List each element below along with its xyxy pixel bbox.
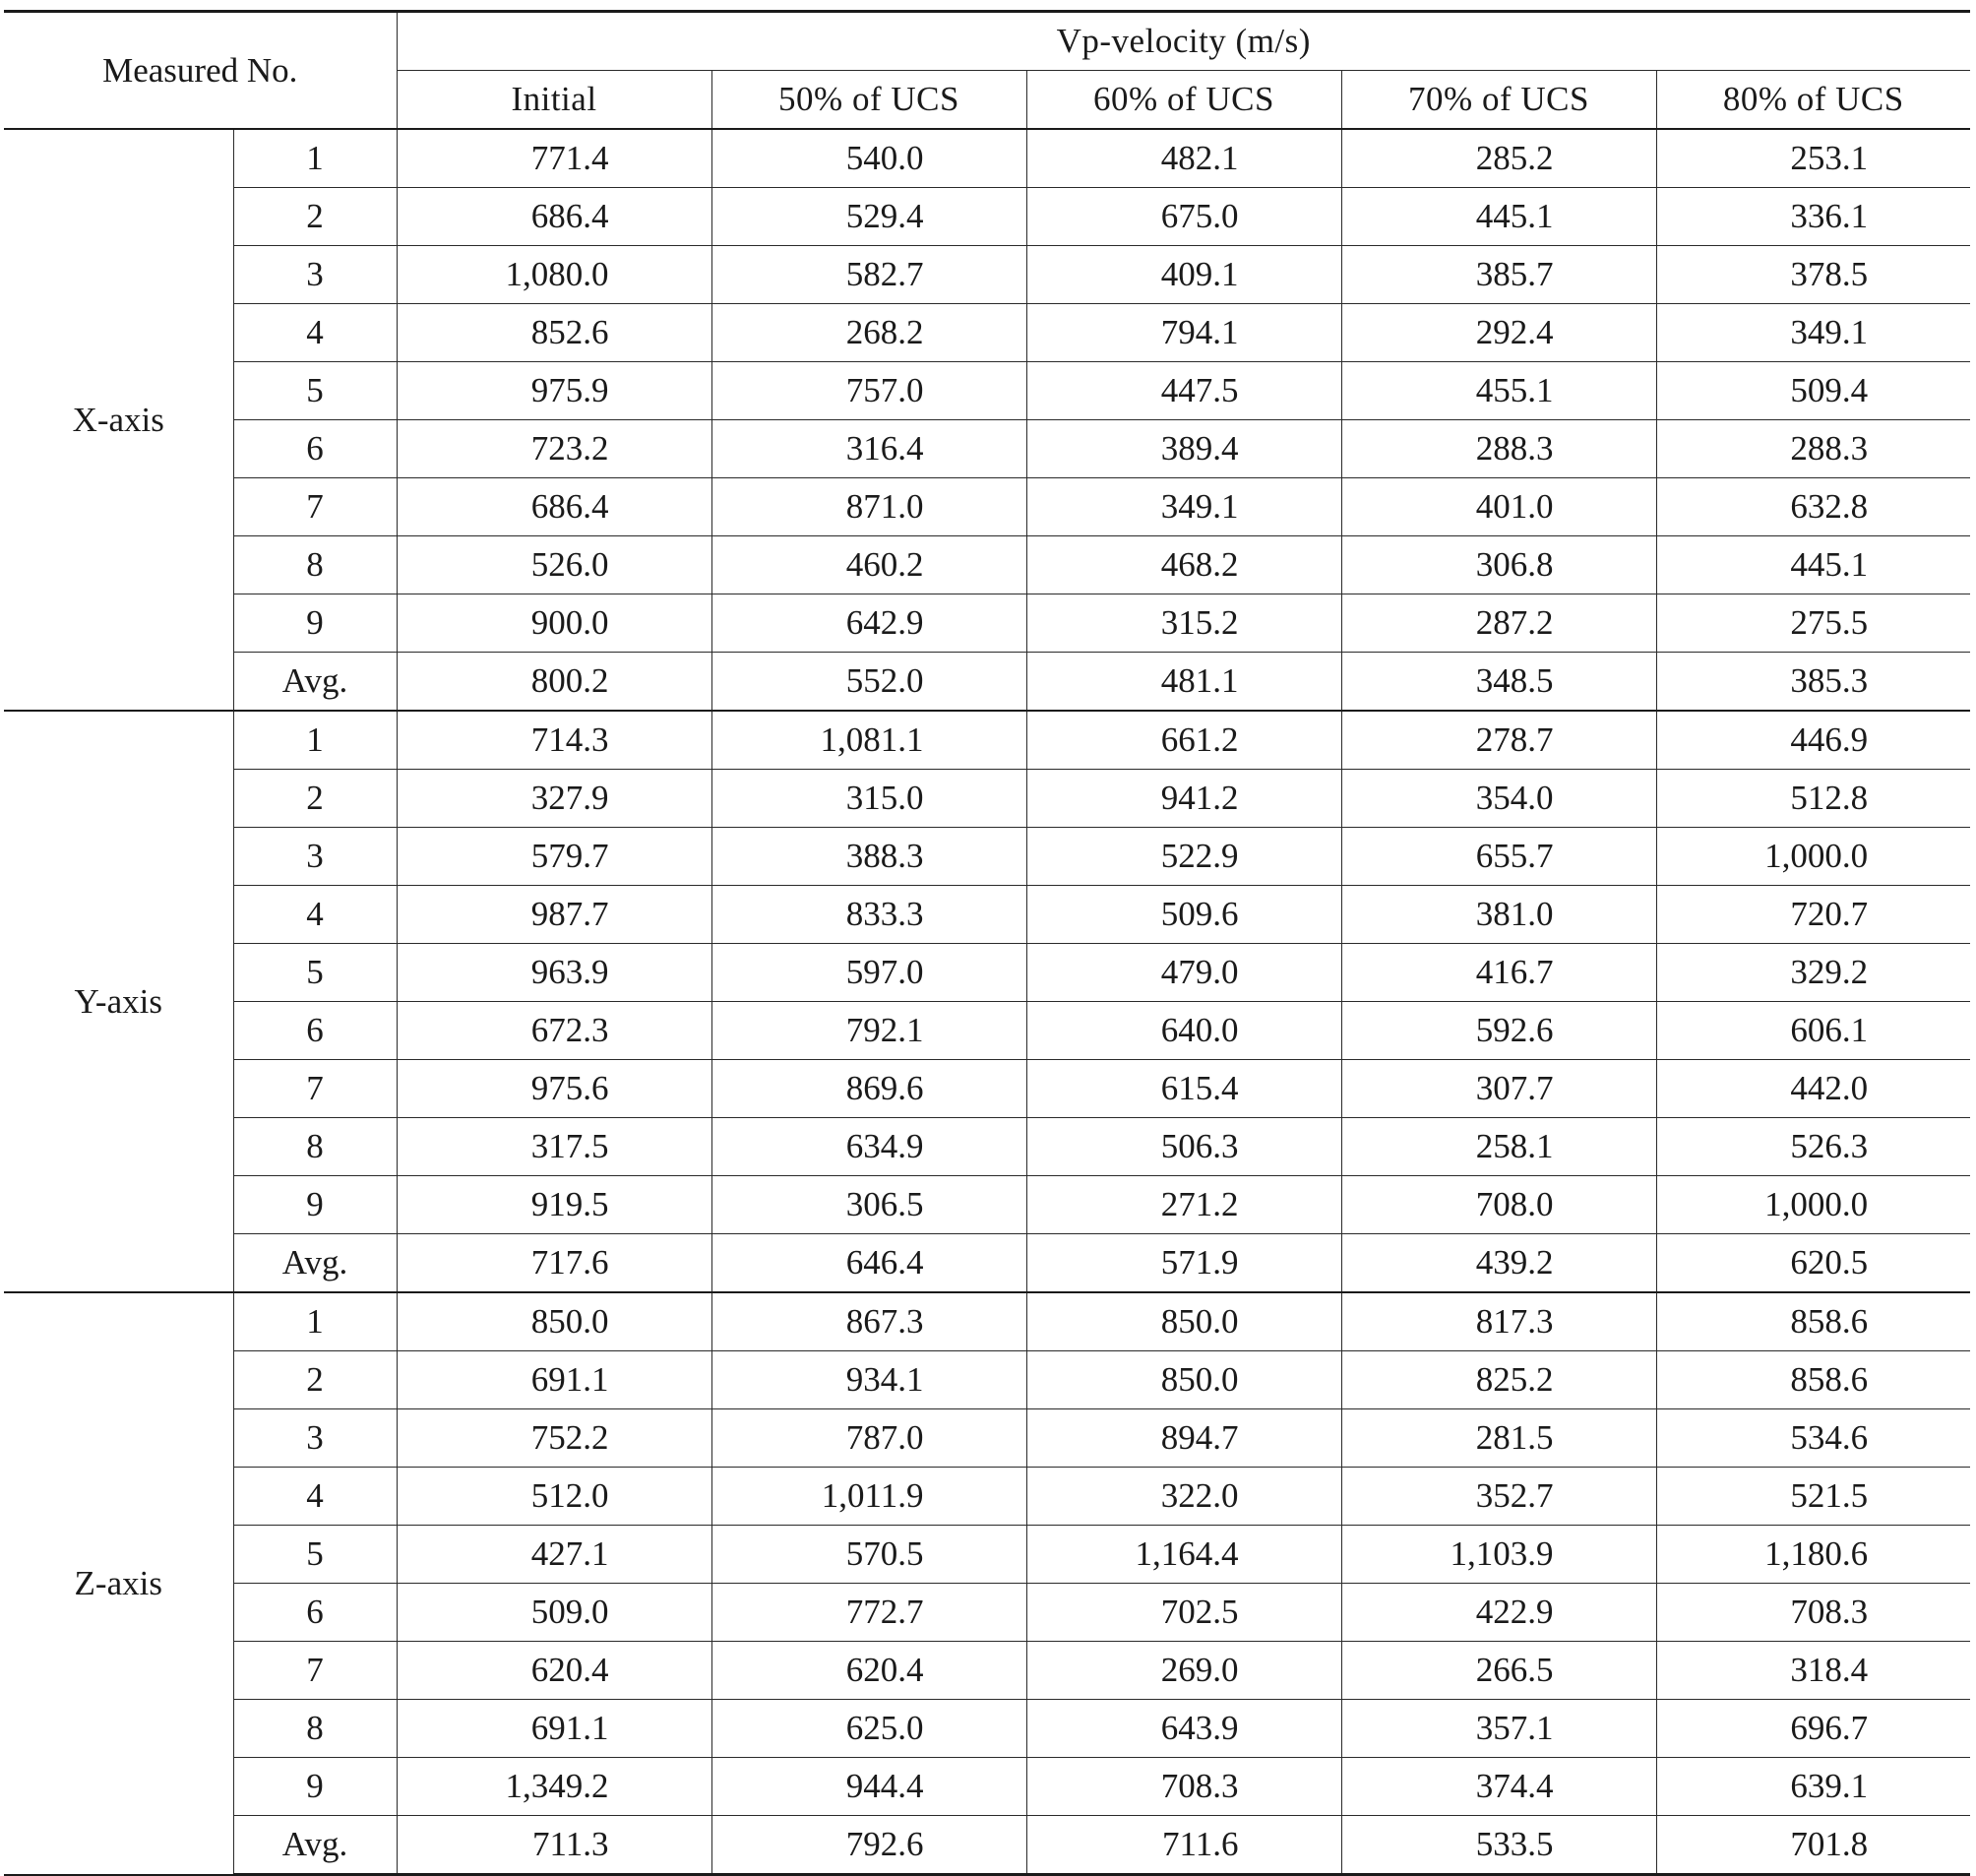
value-cell-50-ucs: 315.0 xyxy=(711,770,1026,828)
value-cell-70-ucs: 374.4 xyxy=(1341,1758,1656,1816)
table-row xyxy=(4,1526,1970,1584)
value-cell-70-ucs: 266.5 xyxy=(1341,1642,1656,1700)
table-row xyxy=(4,188,1970,246)
table-row xyxy=(4,1176,1970,1234)
measured-no-cell: 6 xyxy=(233,420,397,478)
value-cell-60-ucs: 702.5 xyxy=(1026,1584,1341,1642)
table-row xyxy=(4,1351,1970,1409)
value-cell-50-ucs: 625.0 xyxy=(711,1700,1026,1758)
value-cell-60-ucs: 468.2 xyxy=(1026,536,1341,594)
value-cell-80-ucs: 521.5 xyxy=(1656,1468,1970,1526)
table-row xyxy=(4,420,1970,478)
table-row xyxy=(4,478,1970,536)
value-cell-60-ucs: 615.4 xyxy=(1026,1060,1341,1118)
measured-no-cell: 2 xyxy=(233,188,397,246)
value-cell-initial: 963.9 xyxy=(397,944,711,1002)
value-cell-80-ucs: 336.1 xyxy=(1656,188,1970,246)
value-cell-initial: 800.2 xyxy=(397,653,711,712)
measured-no-cell: 3 xyxy=(233,1409,397,1468)
value-cell-80-ucs: 526.3 xyxy=(1656,1118,1970,1176)
value-cell-70-ucs: 258.1 xyxy=(1341,1118,1656,1176)
value-cell-70-ucs: 825.2 xyxy=(1341,1351,1656,1409)
table-row xyxy=(4,828,1970,886)
value-cell-50-ucs: 833.3 xyxy=(711,886,1026,944)
measured-no-cell: 6 xyxy=(233,1002,397,1060)
table-row xyxy=(4,1060,1970,1118)
value-cell-50-ucs: 306.5 xyxy=(711,1176,1026,1234)
value-cell-70-ucs: 422.9 xyxy=(1341,1584,1656,1642)
measured-no-cell: 4 xyxy=(233,304,397,362)
table-row xyxy=(4,770,1970,828)
value-cell-60-ucs: 409.1 xyxy=(1026,246,1341,304)
value-cell-60-ucs: 850.0 xyxy=(1026,1351,1341,1409)
value-cell-70-ucs: 307.7 xyxy=(1341,1060,1656,1118)
value-cell-60-ucs: 794.1 xyxy=(1026,304,1341,362)
measured-no-cell: 4 xyxy=(233,1468,397,1526)
value-cell-50-ucs: 570.5 xyxy=(711,1526,1026,1584)
value-cell-80-ucs: 318.4 xyxy=(1656,1642,1970,1700)
measured-no-cell: 7 xyxy=(233,1060,397,1118)
measured-no-cell: 9 xyxy=(233,1176,397,1234)
column-header-50-ucs: 50% of UCS xyxy=(711,71,1026,130)
value-cell-60-ucs: 271.2 xyxy=(1026,1176,1341,1234)
value-cell-70-ucs: 708.0 xyxy=(1341,1176,1656,1234)
value-cell-60-ucs: 571.9 xyxy=(1026,1234,1341,1293)
measured-no-cell: 6 xyxy=(233,1584,397,1642)
value-cell-80-ucs: 275.5 xyxy=(1656,594,1970,653)
value-cell-50-ucs: 867.3 xyxy=(711,1292,1026,1351)
value-cell-50-ucs: 642.9 xyxy=(711,594,1026,653)
value-cell-initial: 752.2 xyxy=(397,1409,711,1468)
measured-no-cell: 8 xyxy=(233,536,397,594)
value-cell-60-ucs: 482.1 xyxy=(1026,129,1341,188)
value-cell-60-ucs: 389.4 xyxy=(1026,420,1341,478)
value-cell-50-ucs: 871.0 xyxy=(711,478,1026,536)
value-cell-50-ucs: 597.0 xyxy=(711,944,1026,1002)
value-cell-80-ucs: 253.1 xyxy=(1656,129,1970,188)
value-cell-initial: 975.6 xyxy=(397,1060,711,1118)
value-cell-initial: 1,080.0 xyxy=(397,246,711,304)
value-cell-initial: 711.3 xyxy=(397,1816,711,1875)
value-cell-50-ucs: 460.2 xyxy=(711,536,1026,594)
measured-no-cell: 7 xyxy=(233,478,397,536)
table-row xyxy=(4,711,1970,770)
value-cell-50-ucs: 582.7 xyxy=(711,246,1026,304)
value-cell-60-ucs: 349.1 xyxy=(1026,478,1341,536)
value-cell-50-ucs: 772.7 xyxy=(711,1584,1026,1642)
value-cell-80-ucs: 329.2 xyxy=(1656,944,1970,1002)
value-cell-70-ucs: 455.1 xyxy=(1341,362,1656,420)
value-cell-initial: 672.3 xyxy=(397,1002,711,1060)
measured-no-cell: Avg. xyxy=(233,1816,397,1875)
value-cell-initial: 919.5 xyxy=(397,1176,711,1234)
measured-no-cell: 8 xyxy=(233,1118,397,1176)
value-cell-initial: 691.1 xyxy=(397,1700,711,1758)
value-cell-70-ucs: 306.8 xyxy=(1341,536,1656,594)
value-cell-70-ucs: 357.1 xyxy=(1341,1700,1656,1758)
value-cell-initial: 512.0 xyxy=(397,1468,711,1526)
value-cell-80-ucs: 385.3 xyxy=(1656,653,1970,712)
measured-no-cell: 4 xyxy=(233,886,397,944)
value-cell-initial: 714.3 xyxy=(397,711,711,770)
table-row xyxy=(4,594,1970,653)
measured-no-cell: 2 xyxy=(233,770,397,828)
value-cell-70-ucs: 292.4 xyxy=(1341,304,1656,362)
measured-no-cell: 9 xyxy=(233,1758,397,1816)
table-row xyxy=(4,1002,1970,1060)
value-cell-80-ucs: 445.1 xyxy=(1656,536,1970,594)
table-row xyxy=(4,1700,1970,1758)
value-cell-70-ucs: 655.7 xyxy=(1341,828,1656,886)
value-cell-60-ucs: 640.0 xyxy=(1026,1002,1341,1060)
value-cell-initial: 317.5 xyxy=(397,1118,711,1176)
table-row xyxy=(4,653,1970,712)
table-row xyxy=(4,362,1970,420)
value-cell-60-ucs: 1,164.4 xyxy=(1026,1526,1341,1584)
value-cell-50-ucs: 757.0 xyxy=(711,362,1026,420)
table-body xyxy=(4,129,1970,1875)
value-cell-50-ucs: 540.0 xyxy=(711,129,1026,188)
value-cell-50-ucs: 268.2 xyxy=(711,304,1026,362)
value-cell-50-ucs: 792.6 xyxy=(711,1816,1026,1875)
table-row xyxy=(4,1409,1970,1468)
vp-velocity-table xyxy=(4,10,1970,1876)
measured-no-cell: 1 xyxy=(233,129,397,188)
value-cell-initial: 771.4 xyxy=(397,129,711,188)
value-cell-70-ucs: 354.0 xyxy=(1341,770,1656,828)
value-cell-70-ucs: 401.0 xyxy=(1341,478,1656,536)
table-row xyxy=(4,1468,1970,1526)
value-cell-initial: 717.6 xyxy=(397,1234,711,1293)
value-cell-60-ucs: 675.0 xyxy=(1026,188,1341,246)
value-cell-70-ucs: 817.3 xyxy=(1341,1292,1656,1351)
value-cell-80-ucs: 696.7 xyxy=(1656,1700,1970,1758)
table-header xyxy=(4,12,1970,130)
table-row xyxy=(4,886,1970,944)
value-cell-50-ucs: 934.1 xyxy=(711,1351,1026,1409)
table-row xyxy=(4,1816,1970,1875)
value-cell-60-ucs: 269.0 xyxy=(1026,1642,1341,1700)
value-cell-60-ucs: 447.5 xyxy=(1026,362,1341,420)
value-cell-80-ucs: 1,180.6 xyxy=(1656,1526,1970,1584)
value-cell-70-ucs: 285.2 xyxy=(1341,129,1656,188)
value-cell-initial: 579.7 xyxy=(397,828,711,886)
value-cell-60-ucs: 941.2 xyxy=(1026,770,1341,828)
measured-no-cell: 9 xyxy=(233,594,397,653)
value-cell-60-ucs: 894.7 xyxy=(1026,1409,1341,1468)
value-cell-60-ucs: 643.9 xyxy=(1026,1700,1341,1758)
value-cell-initial: 852.6 xyxy=(397,304,711,362)
value-cell-initial: 620.4 xyxy=(397,1642,711,1700)
measured-no-cell: 5 xyxy=(233,362,397,420)
value-cell-70-ucs: 352.7 xyxy=(1341,1468,1656,1526)
measured-no-cell: 5 xyxy=(233,944,397,1002)
value-cell-80-ucs: 288.3 xyxy=(1656,420,1970,478)
column-header-60-ucs: 60% of UCS xyxy=(1026,71,1341,130)
value-cell-70-ucs: 533.5 xyxy=(1341,1816,1656,1875)
value-cell-70-ucs: 445.1 xyxy=(1341,188,1656,246)
value-cell-50-ucs: 388.3 xyxy=(711,828,1026,886)
value-cell-70-ucs: 381.0 xyxy=(1341,886,1656,944)
value-cell-80-ucs: 708.3 xyxy=(1656,1584,1970,1642)
vp-velocity-header: Vp-velocity (m/s) xyxy=(397,12,1970,71)
table-row xyxy=(4,1642,1970,1700)
value-cell-initial: 987.7 xyxy=(397,886,711,944)
axis-label: Z-axis xyxy=(4,1292,233,1875)
value-cell-70-ucs: 348.5 xyxy=(1341,653,1656,712)
table-row xyxy=(4,1234,1970,1293)
value-cell-80-ucs: 509.4 xyxy=(1656,362,1970,420)
measured-no-cell: 7 xyxy=(233,1642,397,1700)
value-cell-80-ucs: 534.6 xyxy=(1656,1409,1970,1468)
value-cell-50-ucs: 529.4 xyxy=(711,188,1026,246)
value-cell-initial: 691.1 xyxy=(397,1351,711,1409)
value-cell-60-ucs: 479.0 xyxy=(1026,944,1341,1002)
table-row xyxy=(4,304,1970,362)
value-cell-80-ucs: 701.8 xyxy=(1656,1816,1970,1875)
table-row xyxy=(4,1118,1970,1176)
value-cell-50-ucs: 792.1 xyxy=(711,1002,1026,1060)
value-cell-80-ucs: 1,000.0 xyxy=(1656,1176,1970,1234)
value-cell-50-ucs: 552.0 xyxy=(711,653,1026,712)
value-cell-70-ucs: 1,103.9 xyxy=(1341,1526,1656,1584)
table-row xyxy=(4,1758,1970,1816)
table-row xyxy=(4,1584,1970,1642)
axis-label: X-axis xyxy=(4,129,233,711)
value-cell-50-ucs: 1,081.1 xyxy=(711,711,1026,770)
value-cell-70-ucs: 281.5 xyxy=(1341,1409,1656,1468)
column-header-80-ucs: 80% of UCS xyxy=(1656,71,1970,130)
table-row xyxy=(4,944,1970,1002)
value-cell-70-ucs: 288.3 xyxy=(1341,420,1656,478)
value-cell-initial: 327.9 xyxy=(397,770,711,828)
measured-no-cell: 3 xyxy=(233,246,397,304)
table-row xyxy=(4,246,1970,304)
value-cell-80-ucs: 606.1 xyxy=(1656,1002,1970,1060)
value-cell-80-ucs: 378.5 xyxy=(1656,246,1970,304)
value-cell-50-ucs: 620.4 xyxy=(711,1642,1026,1700)
value-cell-60-ucs: 322.0 xyxy=(1026,1468,1341,1526)
value-cell-70-ucs: 385.7 xyxy=(1341,246,1656,304)
value-cell-70-ucs: 287.2 xyxy=(1341,594,1656,653)
value-cell-80-ucs: 442.0 xyxy=(1656,1060,1970,1118)
value-cell-70-ucs: 278.7 xyxy=(1341,711,1656,770)
value-cell-initial: 509.0 xyxy=(397,1584,711,1642)
value-cell-60-ucs: 315.2 xyxy=(1026,594,1341,653)
value-cell-50-ucs: 944.4 xyxy=(711,1758,1026,1816)
value-cell-80-ucs: 632.8 xyxy=(1656,478,1970,536)
value-cell-80-ucs: 512.8 xyxy=(1656,770,1970,828)
value-cell-initial: 686.4 xyxy=(397,478,711,536)
measured-no-cell: 3 xyxy=(233,828,397,886)
value-cell-50-ucs: 646.4 xyxy=(711,1234,1026,1293)
value-cell-50-ucs: 316.4 xyxy=(711,420,1026,478)
table-row xyxy=(4,536,1970,594)
table-row xyxy=(4,1292,1970,1351)
value-cell-initial: 427.1 xyxy=(397,1526,711,1584)
value-cell-80-ucs: 720.7 xyxy=(1656,886,1970,944)
value-cell-50-ucs: 634.9 xyxy=(711,1118,1026,1176)
value-cell-60-ucs: 506.3 xyxy=(1026,1118,1341,1176)
value-cell-initial: 850.0 xyxy=(397,1292,711,1351)
measured-no-cell: Avg. xyxy=(233,1234,397,1293)
value-cell-50-ucs: 1,011.9 xyxy=(711,1468,1026,1526)
value-cell-60-ucs: 509.6 xyxy=(1026,886,1341,944)
value-cell-80-ucs: 620.5 xyxy=(1656,1234,1970,1293)
measured-no-cell: 2 xyxy=(233,1351,397,1409)
value-cell-80-ucs: 349.1 xyxy=(1656,304,1970,362)
value-cell-60-ucs: 708.3 xyxy=(1026,1758,1341,1816)
value-cell-80-ucs: 858.6 xyxy=(1656,1351,1970,1409)
value-cell-70-ucs: 439.2 xyxy=(1341,1234,1656,1293)
measured-no-cell: 1 xyxy=(233,711,397,770)
value-cell-60-ucs: 711.6 xyxy=(1026,1816,1341,1875)
value-cell-initial: 686.4 xyxy=(397,188,711,246)
value-cell-80-ucs: 639.1 xyxy=(1656,1758,1970,1816)
measured-no-cell: 5 xyxy=(233,1526,397,1584)
measured-no-cell: 8 xyxy=(233,1700,397,1758)
value-cell-initial: 526.0 xyxy=(397,536,711,594)
value-cell-50-ucs: 787.0 xyxy=(711,1409,1026,1468)
measured-no-cell: Avg. xyxy=(233,653,397,712)
value-cell-50-ucs: 869.6 xyxy=(711,1060,1026,1118)
value-cell-initial: 1,349.2 xyxy=(397,1758,711,1816)
value-cell-80-ucs: 1,000.0 xyxy=(1656,828,1970,886)
measured-no-header: Measured No. xyxy=(4,12,397,130)
value-cell-70-ucs: 416.7 xyxy=(1341,944,1656,1002)
column-header-initial: Initial xyxy=(397,71,711,130)
value-cell-60-ucs: 481.1 xyxy=(1026,653,1341,712)
table-row xyxy=(4,129,1970,188)
axis-label: Y-axis xyxy=(4,711,233,1292)
value-cell-60-ucs: 661.2 xyxy=(1026,711,1341,770)
value-cell-initial: 723.2 xyxy=(397,420,711,478)
value-cell-initial: 900.0 xyxy=(397,594,711,653)
value-cell-80-ucs: 858.6 xyxy=(1656,1292,1970,1351)
value-cell-initial: 975.9 xyxy=(397,362,711,420)
value-cell-60-ucs: 522.9 xyxy=(1026,828,1341,886)
value-cell-70-ucs: 592.6 xyxy=(1341,1002,1656,1060)
value-cell-60-ucs: 850.0 xyxy=(1026,1292,1341,1351)
measured-no-cell: 1 xyxy=(233,1292,397,1351)
column-header-70-ucs: 70% of UCS xyxy=(1341,71,1656,130)
value-cell-80-ucs: 446.9 xyxy=(1656,711,1970,770)
